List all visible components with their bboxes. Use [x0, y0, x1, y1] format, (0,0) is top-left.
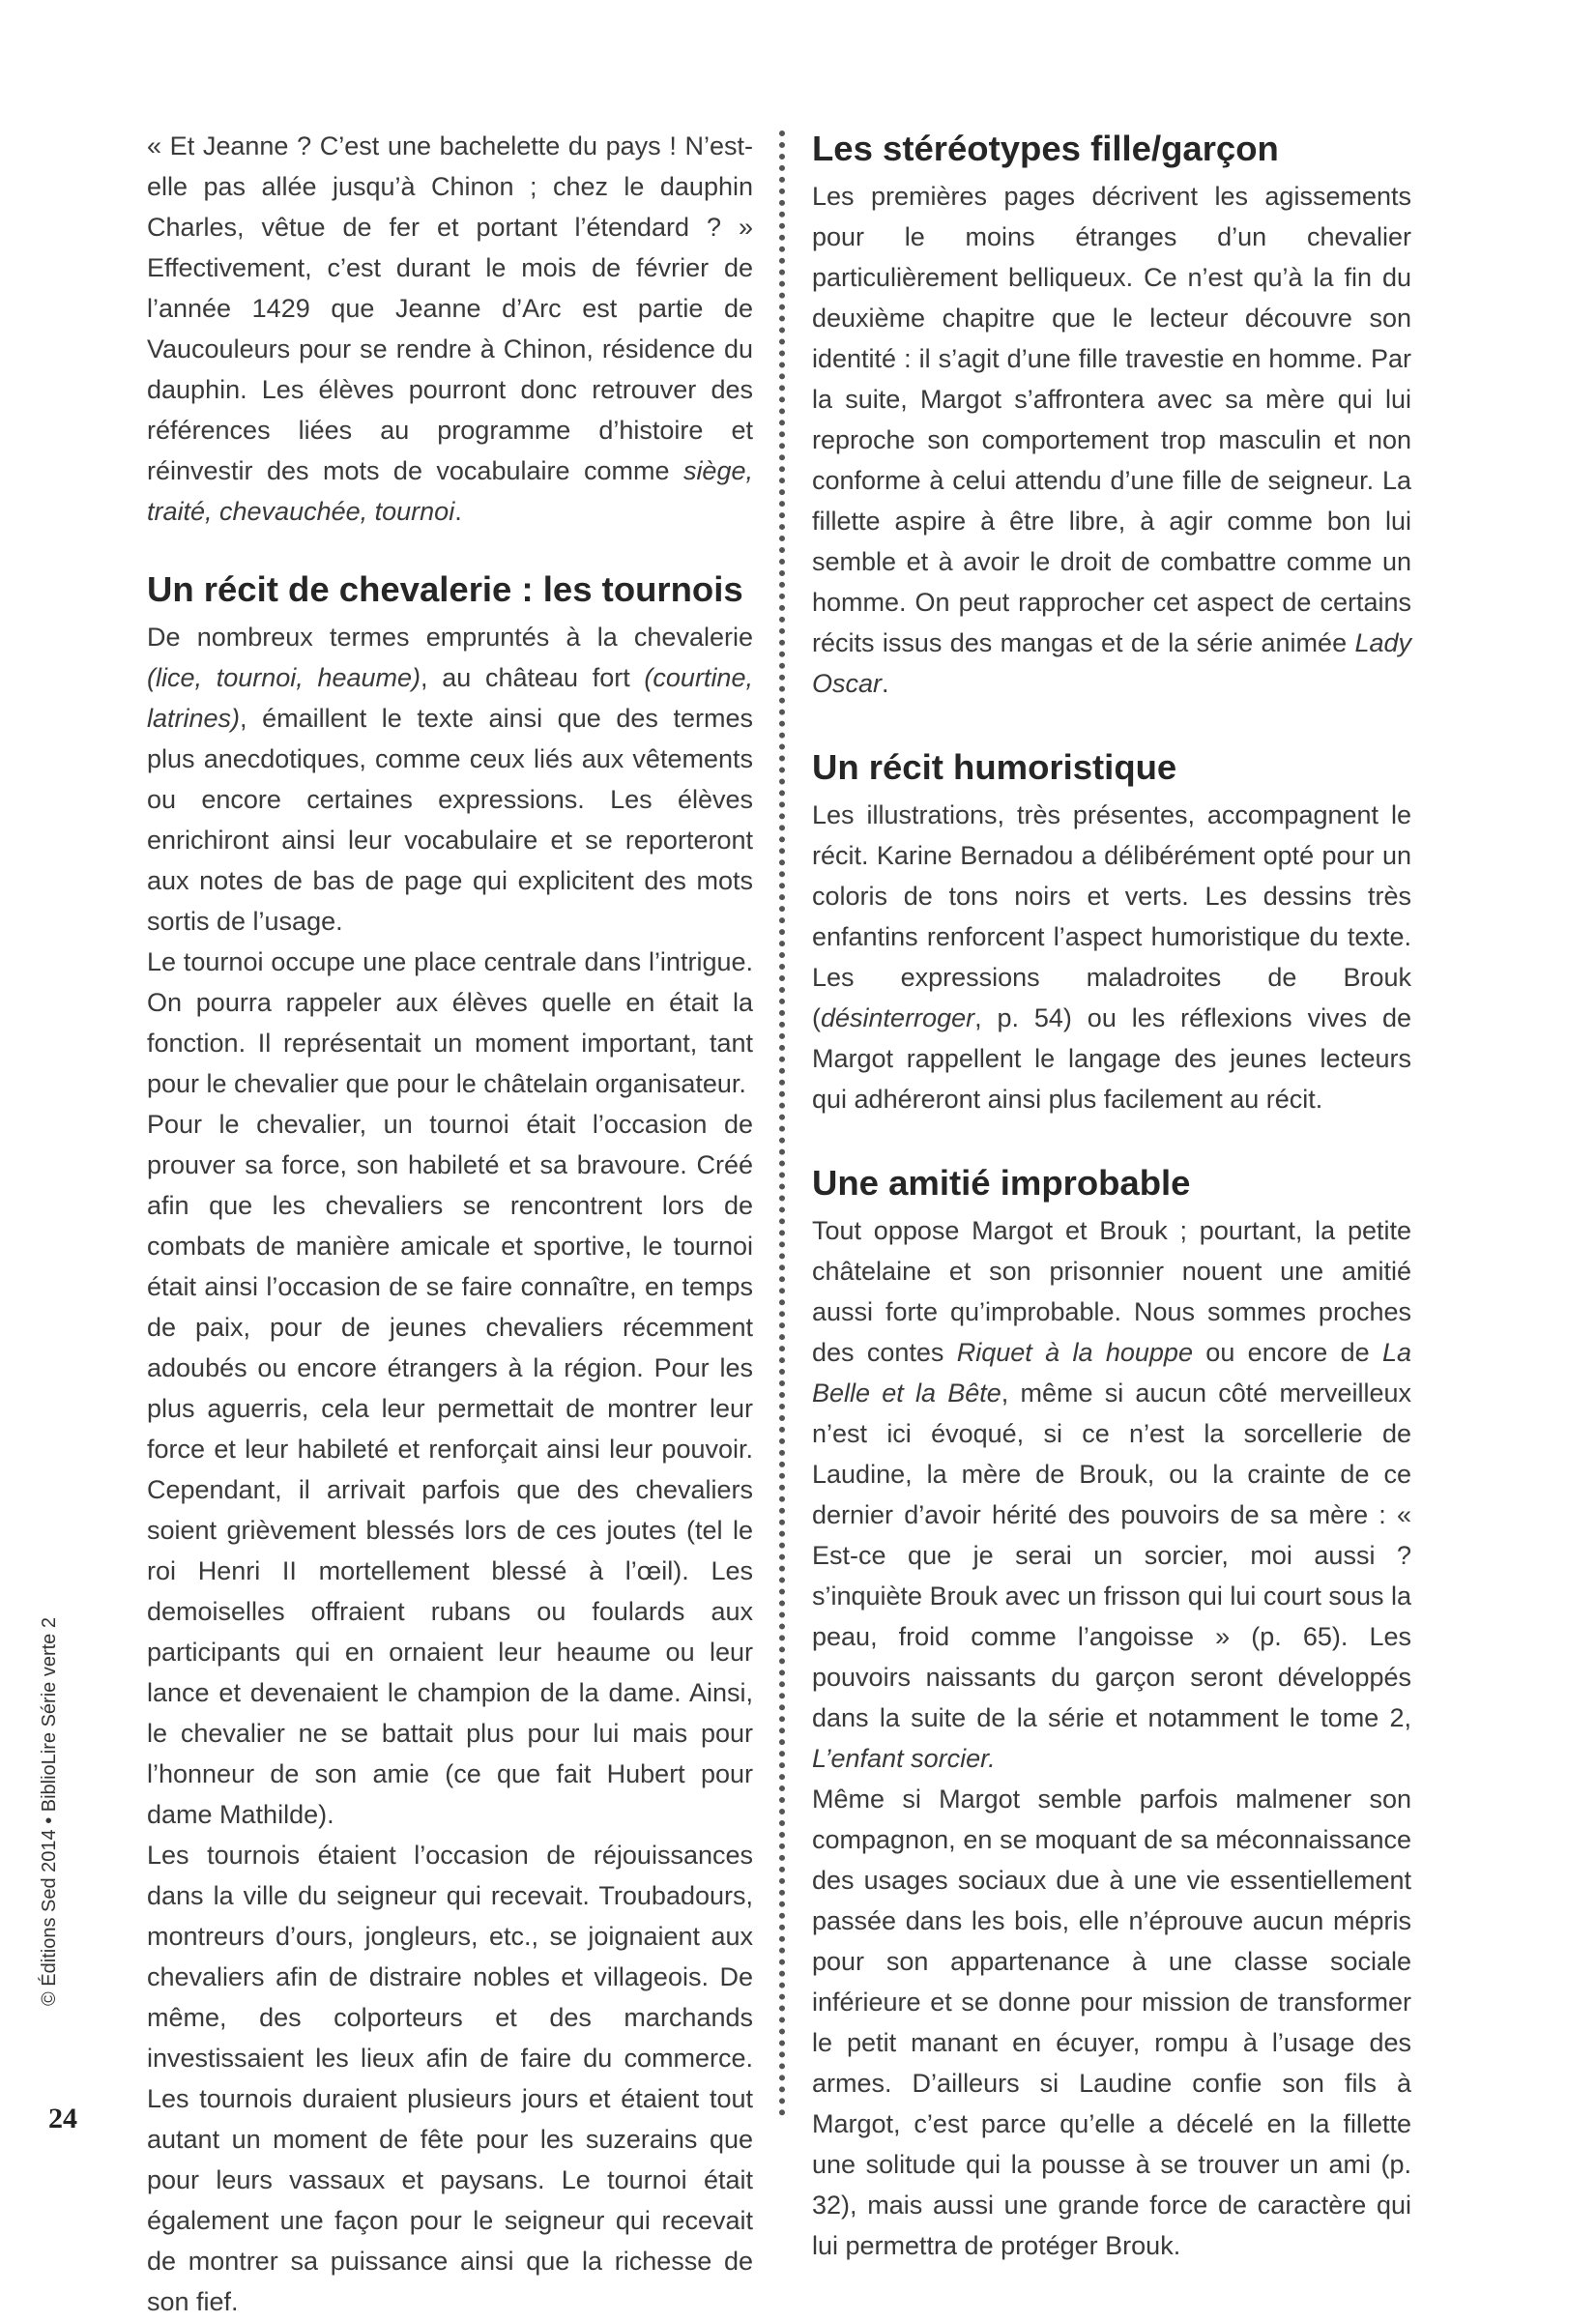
section-heading-stereotypes: Les stéréotypes fille/garçon: [812, 129, 1279, 168]
section-heading-amitie: Une amitié improbable: [812, 1163, 1191, 1203]
page-number: 24: [48, 2103, 77, 2134]
tournois-paragraph-1: De nombreux termes empruntés à la chevalerie (lice, tournoi, heaume), au château fort (courtine, latrines), émaillent le texte ainsi que des termes plus anecdotiques, comme ceux liés aux vêtements ou encore certaines expressions. Les élèves enrichiront ainsi leur vocabulaire et se reporteront aux notes de bas de page qui explicitent des mots sortis de l’usage.: [147, 623, 753, 936]
intro-italic: siège, traité, chevauchée, tournoi: [147, 456, 753, 526]
copyright-sidenote: © Éditions Sed 2014 • BiblioLire Série verte 2: [39, 1617, 60, 2006]
tournois-paragraph-2: Le tournoi occupe une place centrale dans l’intrigue. On pourra rappeler aux élèves quelle en était la fonction. Il représentait un moment important, tant pour le chevalier que pour le châtelain organisateur.: [147, 947, 753, 1098]
column-divider: [779, 131, 785, 2117]
section-heading-humoristique: Un récit humoristique: [812, 747, 1177, 787]
stereotypes-paragraph: Les premières pages décrivent les agissements pour le moins étranges d’un chevalier particulièrement belliqueux. Ce n’est qu’à la fin du deuxième chapitre que le lecteur découvre son identité : il s’agit d’une fille travestie en homme. Par la suite, Margot s’affrontera avec sa mère qui lui reproche son comportement trop masculin et non conforme à celui attendu d’une fille de seigneur. La fillette aspire à être libre, à agir comme bon lui semble et à avoir le droit de combattre comme un homme. On peut rapprocher cet aspect de certains récits issus des mangas et de la série animée Lady Oscar.: [812, 182, 1411, 698]
left-column: [147, 126, 753, 2322]
amitie-paragraph-1: Tout oppose Margot et Brouk ; pourtant, la petite châtelaine et son prisonnier nouent une amitié aussi forte qu’improbable. Nous sommes proches des contes Riquet à la houppe ou encore de La Belle et la Bête, même si aucun côté merveilleux n’est ici évoqué, si ce n’est la sorcellerie de Laudine, la mère de Brouk, ou la crainte de ce dernier d’avoir hérité des pouvoirs de sa mère : « Est-ce que je serai un sorcier, moi aussi ? s’inquiète Brouk avec un frisson qui lui court sous la peau, froid comme l’angoisse » (p. 65). Les pouvoirs naissants du garçon seront développés dans la suite de la série et notamment le tome 2, L’enfant sorcier.: [812, 1216, 1411, 1773]
humoristique-paragraph: Les illustrations, très présentes, accompagnent le récit. Karine Bernadou a délibérément opté pour un coloris de tons noirs et verts. Les dessins très enfantins renforcent l’aspect humoristique du texte. Les expressions maladroites de Brouk (désinterroger, p. 54) ou les réflexions vives de Margot rappellent le langage des jeunes lecteurs qui adhéreront ainsi plus facilement au récit.: [812, 800, 1411, 1114]
section-heading-tournois: Un récit de chevalerie : les tournois: [147, 569, 743, 609]
amitie-paragraph-2: Même si Margot semble parfois malmener son compagnon, en se moquant de sa méconnaissance des usages sociaux due à une vie essentiellement passée dans les bois, elle n’éprouve aucun mépris pour son appartenance à une classe sociale inférieure et se donne pour mission de transformer le petit manant en écuyer, rompu à l’usage des armes. D’ailleurs si Laudine confie son fils à Margot, c’est parce qu’elle a décelé en la fillette une solitude qui la pousse à se trouver un ami (p. 32), mais aussi une grande force de caractère qui lui permettra de protéger Brouk.: [812, 1785, 1411, 2260]
right-column: [812, 126, 1411, 2266]
tournois-paragraph-3: Pour le chevalier, un tournoi était l’occasion de prouver sa force, son habileté et sa bravoure. Créé afin que les chevaliers se rencontrent lors de combats de manière amicale et sportive, le tournoi était ainsi l’occasion de se faire connaître, en temps de paix, pour de jeunes chevaliers récemment adoubés ou encore étrangers à la région. Pour les plus aguerris, cela leur permettait de montrer leur force et leur habileté et renforçait ainsi leur pouvoir. Cependant, il arrivait parfois que des chevaliers soient grièvement blessés lors de ces joutes (tel le roi Henri II mortellement blessé à l’œil). Les demoiselles offraient rubans ou foulards aux participants qui en ornaient leur heaume ou leur lance et devenaient le champion de la dame. Ainsi, le chevalier ne se battait plus pour lui mais pour l’honneur de son amie (ce que fait Hubert pour dame Mathilde).: [147, 1110, 753, 1829]
tournois-paragraph-4: Les tournois étaient l’occasion de réjouissances dans la ville du seigneur qui recevait. Troubadours, montreurs d’ours, jongleurs, etc., se joignaient aux chevaliers afin de distraire nobles et villageois. De même, des colporteurs et des marchands investissaient les lieux afin de faire du commerce. Les tournois duraient plusieurs jours et étaient tout autant un moment de fête pour les suzerains que pour leurs vassaux et paysans. Le tournoi était également une façon pour le seigneur qui recevait de montrer sa puissance ainsi que la richesse de son fief.: [147, 1841, 753, 2316]
intro-paragraph: « Et Jeanne ? C’est une bachelette du pays ! N’est-elle pas allée jusqu’à Chinon ; chez le dauphin Charles, vêtue de fer et portant l’étendard ? » Effectivement, c’est durant le mois de février de l’année 1429 que Jeanne d’Arc est partie de Vaucouleurs pour se rendre à Chinon, résidence du dauphin. Les élèves pourront donc retrouver des références liées au programme d’histoire et réinvestir des mots de vocabulaire comme siège, traité, chevauchée, tournoi.: [147, 131, 753, 526]
